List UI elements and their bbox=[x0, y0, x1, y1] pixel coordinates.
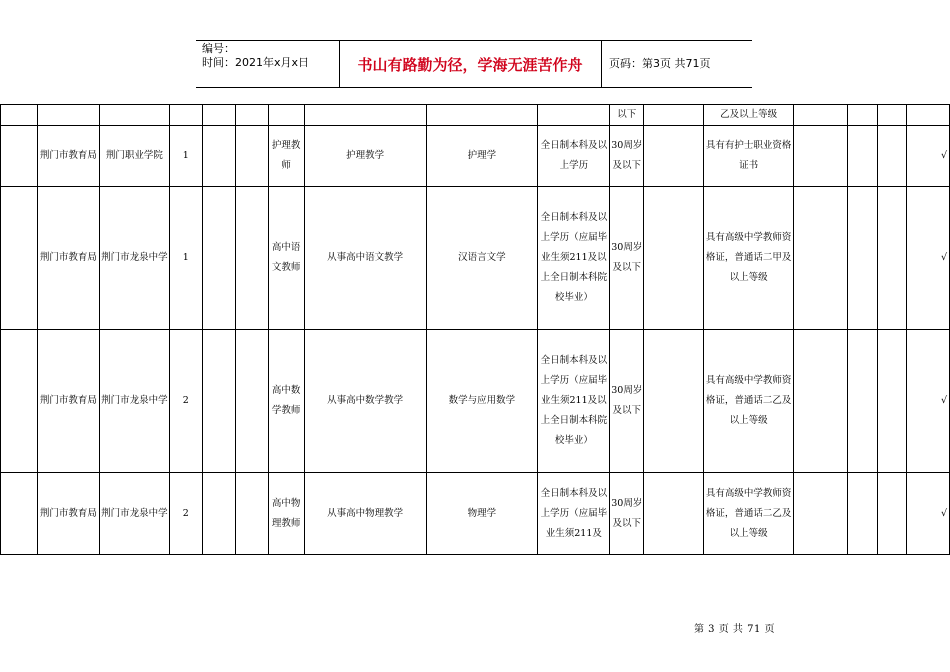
education-cell: 全日制本科及以上学历（应届毕业生须211及以上全日制本科院校毕业） bbox=[538, 330, 610, 473]
age-cell: 30周岁及以下 bbox=[610, 126, 644, 187]
table-row bbox=[1, 187, 950, 330]
page-footer: 第 3 页 共 71 页 bbox=[694, 624, 775, 635]
count-cell: 2 bbox=[169, 473, 202, 555]
age-cell: 30周岁及以下 bbox=[610, 187, 644, 330]
duty-cell: 护理教学 bbox=[304, 126, 426, 187]
position-cell: 高中数学教师 bbox=[268, 330, 304, 473]
count-cell: 2 bbox=[169, 330, 202, 473]
number-label: 编号： bbox=[202, 42, 235, 55]
school-cell: 荆门市龙泉中学 bbox=[99, 473, 169, 555]
major-cell: 护理学 bbox=[426, 126, 538, 187]
page-label: 页码：第3页 共71页 bbox=[609, 57, 711, 70]
table-row bbox=[1, 126, 950, 187]
dept-cell: 荆门市教育局 bbox=[37, 187, 99, 330]
major-cell: 汉语言文学 bbox=[426, 187, 538, 330]
qualification-cell: 具有有护士职业资格证书 bbox=[704, 126, 794, 187]
motto-text: 书山有路勤为径，学海无涯苦作舟 bbox=[357, 55, 583, 74]
table-row bbox=[1, 473, 950, 555]
education-cell: 全日制本科及以上学历（应届毕业生须211及 bbox=[538, 473, 610, 555]
position-cell: 高中语文教师 bbox=[268, 187, 304, 330]
check-mark: √ bbox=[906, 126, 949, 187]
document-header bbox=[196, 40, 752, 88]
school-cell: 荆门市龙泉中学 bbox=[99, 187, 169, 330]
position-cell: 护理教师 bbox=[268, 126, 304, 187]
recruitment-table bbox=[0, 104, 950, 555]
age-cell: 30周岁及以下 bbox=[610, 473, 644, 555]
dept-cell: 荆门市教育局 bbox=[37, 126, 99, 187]
dept-cell: 荆门市教育局 bbox=[37, 473, 99, 555]
major-cell: 数学与应用数学 bbox=[426, 330, 538, 473]
duty-cell: 从事高中语文教学 bbox=[304, 187, 426, 330]
qualification-cell: 具有高级中学教师资格证，普通话二甲及以上等级 bbox=[704, 187, 794, 330]
major-cell: 物理学 bbox=[426, 473, 538, 555]
time-label: 时间：2021年x月x日 bbox=[202, 56, 310, 69]
duty-cell: 从事高中物理教学 bbox=[304, 473, 426, 555]
table-row bbox=[1, 330, 950, 473]
count-cell: 1 bbox=[169, 187, 202, 330]
education-cell: 全日制本科及以上学历 bbox=[538, 126, 610, 187]
check-mark: √ bbox=[906, 330, 949, 473]
age-cell: 以下 bbox=[610, 105, 644, 126]
qualification-cell: 具有高级中学教师资格证，普通话二乙及以上等级 bbox=[704, 330, 794, 473]
position-cell: 高中物理教师 bbox=[268, 473, 304, 555]
qualification-cell: 乙及以上等级 bbox=[704, 105, 794, 126]
qualification-cell: 具有高级中学教师资格证，普通话二乙及以上等级 bbox=[704, 473, 794, 555]
dept-cell: 荆门市教育局 bbox=[37, 330, 99, 473]
school-cell: 荆门市龙泉中学 bbox=[99, 330, 169, 473]
table-row bbox=[1, 105, 950, 126]
header-divider-right bbox=[601, 40, 602, 88]
count-cell: 1 bbox=[169, 126, 202, 187]
duty-cell: 从事高中数学教学 bbox=[304, 330, 426, 473]
school-cell: 荆门职业学院 bbox=[99, 126, 169, 187]
check-mark: √ bbox=[906, 473, 949, 555]
age-cell: 30周岁及以下 bbox=[610, 330, 644, 473]
education-cell: 全日制本科及以上学历（应届毕业生须211及以上全日制本科院校毕业） bbox=[538, 187, 610, 330]
check-mark: √ bbox=[906, 187, 949, 330]
